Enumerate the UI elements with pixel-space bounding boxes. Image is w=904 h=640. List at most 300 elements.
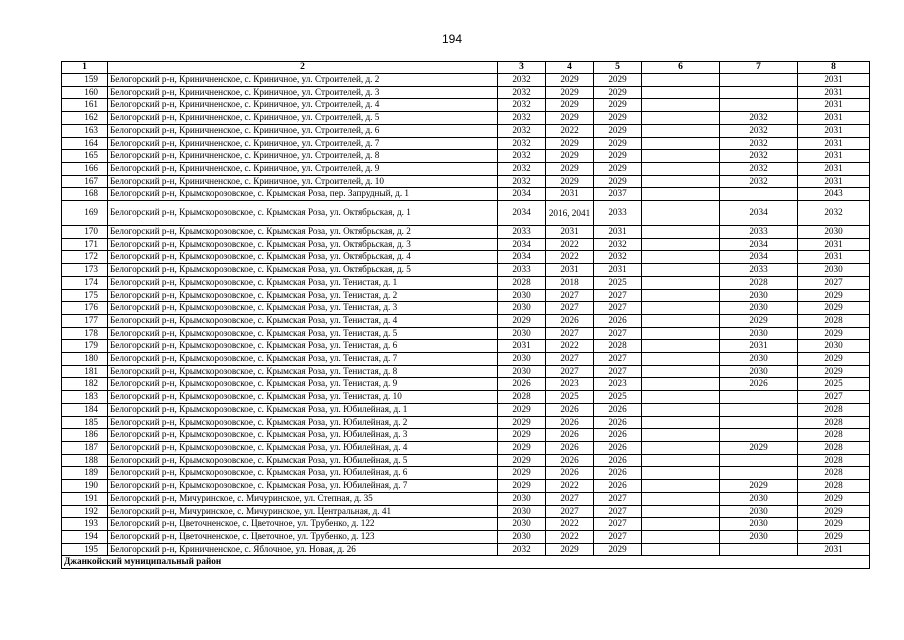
col-4-year-cell: 2026 <box>546 467 594 480</box>
col-7-year-cell: 2029 <box>720 441 798 454</box>
row-number-cell: 165 <box>62 150 108 163</box>
col-3-year-cell: 2030 <box>498 530 546 543</box>
col-5-year-cell: 2026 <box>594 314 642 327</box>
col-7-year-cell <box>720 429 798 442</box>
col-8-year-cell: 2031 <box>798 238 870 251</box>
col-8-year-cell: 2031 <box>798 543 870 556</box>
col-7-year-cell <box>720 74 798 87</box>
col-3-year-cell: 2031 <box>498 340 546 353</box>
row-number-cell: 168 <box>62 188 108 201</box>
col-8-year-cell: 2031 <box>798 99 870 112</box>
row-number-cell: 195 <box>62 543 108 556</box>
col-6-year-cell <box>642 251 720 264</box>
row-number-cell: 191 <box>62 492 108 505</box>
col-5-year-cell: 2027 <box>594 289 642 302</box>
col-3-year-cell: 2029 <box>498 314 546 327</box>
col-7-year-cell <box>720 454 798 467</box>
address-cell: Белогорский р-н, Крымскорозовское, с. Крымская Роза, ул. Юбилейная, д. 6 <box>108 467 498 480</box>
address-cell: Белогорский р-н, Крымскорозовское, с. Крымская Роза, ул. Октябрьская, д. 4 <box>108 251 498 264</box>
col-6-year-cell <box>642 201 720 226</box>
table-row <box>62 454 870 467</box>
col-5-year-cell: 2026 <box>594 454 642 467</box>
col-4-year-cell: 2022 <box>546 518 594 531</box>
address-cell: Белогорский р-н, Крымскорозовское, с. Крымская Роза, ул. Тенистая, д. 10 <box>108 391 498 404</box>
col-6-year-cell <box>642 429 720 442</box>
table-row <box>62 416 870 429</box>
col-3-year-cell: 2029 <box>498 454 546 467</box>
col-5-year-cell: 2029 <box>594 86 642 99</box>
col-6-year-cell <box>642 162 720 175</box>
col-3-year-cell: 2029 <box>498 441 546 454</box>
table-row <box>62 302 870 315</box>
col-6-year-cell <box>642 518 720 531</box>
page-number: 194 <box>441 32 463 46</box>
address-cell: Белогорский р-н, Цветочненское, с. Цветочное, ул. Трубенко, д. 123 <box>108 530 498 543</box>
col-7-year-cell: 2034 <box>720 251 798 264</box>
col-5-year-cell: 2027 <box>594 353 642 366</box>
col-3-year-cell: 2032 <box>498 175 546 188</box>
col-4-year-cell: 2022 <box>546 530 594 543</box>
address-cell: Белогорский р-н, Крымскорозовское, с. Крымская Роза, ул. Юбилейная, д. 1 <box>108 403 498 416</box>
column-header-4: 4 <box>546 62 594 74</box>
col-6-year-cell <box>642 238 720 251</box>
col-5-year-cell: 2029 <box>594 74 642 87</box>
col-8-year-cell: 2029 <box>798 353 870 366</box>
col-5-year-cell: 2028 <box>594 340 642 353</box>
col-8-year-cell: 2030 <box>798 340 870 353</box>
col-5-year-cell: 2027 <box>594 302 642 315</box>
col-5-year-cell: 2031 <box>594 264 642 277</box>
row-number-cell: 183 <box>62 391 108 404</box>
col-7-year-cell: 2034 <box>720 238 798 251</box>
col-4-year-cell: 2026 <box>546 416 594 429</box>
col-8-year-cell: 2028 <box>798 416 870 429</box>
col-6-year-cell <box>642 327 720 340</box>
col-5-year-cell: 2037 <box>594 188 642 201</box>
col-7-year-cell: 2032 <box>720 137 798 150</box>
col-3-year-cell: 2033 <box>498 264 546 277</box>
col-8-year-cell: 2029 <box>798 289 870 302</box>
table-row <box>62 530 870 543</box>
col-3-year-cell: 2029 <box>498 467 546 480</box>
col-8-year-cell: 2029 <box>798 327 870 340</box>
col-4-year-cell: 2031 <box>546 226 594 239</box>
col-8-year-cell: 2027 <box>798 276 870 289</box>
col-8-year-cell: 2031 <box>798 124 870 137</box>
col-7-year-cell: 2030 <box>720 327 798 340</box>
table-row <box>62 391 870 404</box>
col-6-year-cell <box>642 543 720 556</box>
col-4-year-cell: 2025 <box>546 391 594 404</box>
col-7-year-cell: 2033 <box>720 226 798 239</box>
col-5-year-cell: 2029 <box>594 112 642 125</box>
col-3-year-cell: 2030 <box>498 365 546 378</box>
table-row <box>62 467 870 480</box>
column-header-1: 1 <box>62 62 108 74</box>
row-number-cell: 163 <box>62 124 108 137</box>
address-cell: Белогорский р-н, Крымскорозовское, с. Крымская Роза, ул. Тенистая, д. 9 <box>108 378 498 391</box>
col-4-year-cell: 2029 <box>546 543 594 556</box>
col-8-year-cell: 2028 <box>798 441 870 454</box>
row-number-cell: 159 <box>62 74 108 87</box>
address-cell: Белогорский р-н, Крымскорозовское, с. Крымская Роза, ул. Октябрьская, д. 3 <box>108 238 498 251</box>
section-row <box>62 556 870 569</box>
col-4-year-cell: 2023 <box>546 378 594 391</box>
table-row <box>62 251 870 264</box>
col-6-year-cell <box>642 467 720 480</box>
col-4-year-cell: 2027 <box>546 505 594 518</box>
table-row <box>62 353 870 366</box>
address-cell: Белогорский р-н, Криничненское, с. Криничное, ул. Строителей, д. 10 <box>108 175 498 188</box>
col-3-year-cell: 2029 <box>498 416 546 429</box>
col-5-year-cell: 2026 <box>594 403 642 416</box>
col-4-year-cell: 2027 <box>546 492 594 505</box>
col-6-year-cell <box>642 454 720 467</box>
col-4-year-cell: 2027 <box>546 365 594 378</box>
table-row <box>62 201 870 226</box>
column-header-3: 3 <box>498 62 546 74</box>
table-row <box>62 518 870 531</box>
col-7-year-cell: 2029 <box>720 480 798 493</box>
col-8-year-cell: 2031 <box>798 74 870 87</box>
col-4-year-cell: 2027 <box>546 353 594 366</box>
col-5-year-cell: 2025 <box>594 391 642 404</box>
address-cell: Белогорский р-н, Крымскорозовское, с. Крымская Роза, ул. Тенистая, д. 1 <box>108 276 498 289</box>
row-number-cell: 180 <box>62 353 108 366</box>
col-7-year-cell: 2032 <box>720 112 798 125</box>
col-8-year-cell: 2028 <box>798 480 870 493</box>
col-6-year-cell <box>642 378 720 391</box>
col-6-year-cell <box>642 505 720 518</box>
table-row <box>62 314 870 327</box>
col-5-year-cell: 2026 <box>594 429 642 442</box>
table-row <box>62 492 870 505</box>
address-cell: Белогорский р-н, Крымскорозовское, с. Крымская Роза, пер. Запрудный, д. 1 <box>108 188 498 201</box>
col-3-year-cell: 2030 <box>498 353 546 366</box>
table-row <box>62 340 870 353</box>
col-4-year-cell: 2031 <box>546 264 594 277</box>
address-cell: Белогорский р-н, Криничненское, с. Криничное, ул. Строителей, д. 7 <box>108 137 498 150</box>
address-cell: Белогорский р-н, Криничненское, с. Криничное, ул. Строителей, д. 6 <box>108 124 498 137</box>
col-7-year-cell: 2030 <box>720 530 798 543</box>
col-4-year-cell: 2029 <box>546 175 594 188</box>
col-3-year-cell: 2028 <box>498 276 546 289</box>
col-6-year-cell <box>642 124 720 137</box>
row-number-cell: 187 <box>62 441 108 454</box>
col-8-year-cell: 2025 <box>798 378 870 391</box>
col-7-year-cell <box>720 86 798 99</box>
row-number-cell: 181 <box>62 365 108 378</box>
col-3-year-cell: 2034 <box>498 238 546 251</box>
col-4-year-cell: 2016, 2041 <box>546 201 594 226</box>
col-4-year-cell: 2029 <box>546 150 594 163</box>
col-8-year-cell: 2031 <box>798 137 870 150</box>
col-7-year-cell: 2029 <box>720 314 798 327</box>
col-3-year-cell: 2032 <box>498 99 546 112</box>
col-4-year-cell: 2026 <box>546 403 594 416</box>
col-3-year-cell: 2029 <box>498 403 546 416</box>
col-8-year-cell: 2032 <box>798 201 870 226</box>
table-row <box>62 74 870 87</box>
address-cell: Белогорский р-н, Криничненское, с. Яблочное, ул. Новая, д. 26 <box>108 543 498 556</box>
col-8-year-cell: 2028 <box>798 454 870 467</box>
column-header-5: 5 <box>594 62 642 74</box>
row-number-cell: 175 <box>62 289 108 302</box>
column-header-2: 2 <box>108 62 498 74</box>
col-7-year-cell: 2032 <box>720 150 798 163</box>
col-3-year-cell: 2029 <box>498 480 546 493</box>
row-number-cell: 166 <box>62 162 108 175</box>
col-3-year-cell: 2028 <box>498 391 546 404</box>
address-cell: Белогорский р-н, Мичуринское, с. Мичуринское, ул. Степная, д. 35 <box>108 492 498 505</box>
col-3-year-cell: 2034 <box>498 201 546 226</box>
col-4-year-cell: 2031 <box>546 188 594 201</box>
col-3-year-cell: 2034 <box>498 188 546 201</box>
col-5-year-cell: 2032 <box>594 238 642 251</box>
col-3-year-cell: 2033 <box>498 226 546 239</box>
col-8-year-cell: 2031 <box>798 150 870 163</box>
col-3-year-cell: 2029 <box>498 429 546 442</box>
table-body <box>62 74 870 569</box>
table-row <box>62 365 870 378</box>
row-number-cell: 160 <box>62 86 108 99</box>
col-7-year-cell: 2030 <box>720 365 798 378</box>
col-7-year-cell: 2030 <box>720 353 798 366</box>
col-8-year-cell: 2028 <box>798 403 870 416</box>
col-3-year-cell: 2032 <box>498 543 546 556</box>
col-8-year-cell: 2029 <box>798 365 870 378</box>
address-cell: Белогорский р-н, Крымскорозовское, с. Крымская Роза, ул. Юбилейная, д. 7 <box>108 480 498 493</box>
col-7-year-cell: 2030 <box>720 505 798 518</box>
row-number-cell: 186 <box>62 429 108 442</box>
col-5-year-cell: 2029 <box>594 99 642 112</box>
table-row <box>62 150 870 163</box>
col-6-year-cell <box>642 74 720 87</box>
col-3-year-cell: 2030 <box>498 492 546 505</box>
col-6-year-cell <box>642 441 720 454</box>
row-number-cell: 193 <box>62 518 108 531</box>
col-5-year-cell: 2027 <box>594 492 642 505</box>
col-4-year-cell: 2029 <box>546 86 594 99</box>
col-6-year-cell <box>642 289 720 302</box>
col-4-year-cell: 2027 <box>546 327 594 340</box>
col-5-year-cell: 2025 <box>594 276 642 289</box>
col-6-year-cell <box>642 112 720 125</box>
address-cell: Белогорский р-н, Цветочненское, с. Цветочное, ул. Трубенко, д. 122 <box>108 518 498 531</box>
col-8-year-cell: 2029 <box>798 302 870 315</box>
row-number-cell: 162 <box>62 112 108 125</box>
col-8-year-cell: 2029 <box>798 492 870 505</box>
col-3-year-cell: 2032 <box>498 112 546 125</box>
col-5-year-cell: 2027 <box>594 530 642 543</box>
col-7-year-cell <box>720 391 798 404</box>
col-6-year-cell <box>642 416 720 429</box>
table-row <box>62 327 870 340</box>
address-cell: Белогорский р-н, Криничненское, с. Криничное, ул. Строителей, д. 4 <box>108 99 498 112</box>
col-7-year-cell <box>720 188 798 201</box>
col-8-year-cell: 2031 <box>798 86 870 99</box>
col-5-year-cell: 2026 <box>594 416 642 429</box>
col-6-year-cell <box>642 353 720 366</box>
address-cell: Белогорский р-н, Криничненское, с. Криничное, ул. Строителей, д. 5 <box>108 112 498 125</box>
col-7-year-cell: 2032 <box>720 162 798 175</box>
col-6-year-cell <box>642 226 720 239</box>
col-6-year-cell <box>642 340 720 353</box>
col-7-year-cell: 2030 <box>720 492 798 505</box>
address-cell: Белогорский р-н, Крымскорозовское, с. Крымская Роза, ул. Юбилейная, д. 4 <box>108 441 498 454</box>
col-8-year-cell: 2027 <box>798 391 870 404</box>
table-row <box>62 403 870 416</box>
col-6-year-cell <box>642 276 720 289</box>
col-6-year-cell <box>642 188 720 201</box>
col-5-year-cell: 2033 <box>594 201 642 226</box>
col-8-year-cell: 2031 <box>798 251 870 264</box>
col-6-year-cell <box>642 99 720 112</box>
col-8-year-cell: 2043 <box>798 188 870 201</box>
row-number-cell: 177 <box>62 314 108 327</box>
col-5-year-cell: 2029 <box>594 175 642 188</box>
col-6-year-cell <box>642 175 720 188</box>
section-title: Джанкойский муниципальный район <box>62 556 870 569</box>
col-5-year-cell: 2023 <box>594 378 642 391</box>
col-6-year-cell <box>642 314 720 327</box>
row-number-cell: 188 <box>62 454 108 467</box>
table-row <box>62 99 870 112</box>
col-7-year-cell <box>720 416 798 429</box>
col-7-year-cell: 2026 <box>720 378 798 391</box>
address-cell: Белогорский р-н, Крымскорозовское, с. Крымская Роза, ул. Октябрьская, д. 1 <box>108 201 498 226</box>
row-number-cell: 182 <box>62 378 108 391</box>
col-4-year-cell: 2027 <box>546 289 594 302</box>
table-row <box>62 162 870 175</box>
col-5-year-cell: 2026 <box>594 480 642 493</box>
col-4-year-cell: 2022 <box>546 238 594 251</box>
table-row <box>62 238 870 251</box>
col-6-year-cell <box>642 530 720 543</box>
col-5-year-cell: 2029 <box>594 150 642 163</box>
col-8-year-cell: 2029 <box>798 530 870 543</box>
col-4-year-cell: 2029 <box>546 137 594 150</box>
col-6-year-cell <box>642 391 720 404</box>
col-3-year-cell: 2032 <box>498 124 546 137</box>
data-table <box>61 61 870 569</box>
row-number-cell: 189 <box>62 467 108 480</box>
table-row <box>62 505 870 518</box>
col-6-year-cell <box>642 86 720 99</box>
table-row <box>62 226 870 239</box>
table-row <box>62 124 870 137</box>
col-4-year-cell: 2029 <box>546 162 594 175</box>
address-cell: Белогорский р-н, Крымскорозовское, с. Крымская Роза, ул. Октябрьская, д. 2 <box>108 226 498 239</box>
col-3-year-cell: 2030 <box>498 505 546 518</box>
column-header-8: 8 <box>798 62 870 74</box>
col-4-year-cell: 2029 <box>546 99 594 112</box>
col-5-year-cell: 2032 <box>594 251 642 264</box>
col-8-year-cell: 2029 <box>798 505 870 518</box>
address-cell: Белогорский р-н, Крымскорозовское, с. Крымская Роза, ул. Тенистая, д. 8 <box>108 365 498 378</box>
col-8-year-cell: 2030 <box>798 226 870 239</box>
col-5-year-cell: 2027 <box>594 327 642 340</box>
col-8-year-cell: 2030 <box>798 264 870 277</box>
table-row <box>62 378 870 391</box>
col-8-year-cell: 2028 <box>798 314 870 327</box>
col-5-year-cell: 2031 <box>594 226 642 239</box>
col-3-year-cell: 2030 <box>498 327 546 340</box>
row-number-cell: 192 <box>62 505 108 518</box>
col-5-year-cell: 2027 <box>594 518 642 531</box>
col-7-year-cell <box>720 467 798 480</box>
col-3-year-cell: 2030 <box>498 302 546 315</box>
col-3-year-cell: 2030 <box>498 289 546 302</box>
col-6-year-cell <box>642 150 720 163</box>
address-cell: Белогорский р-н, Крымскорозовское, с. Крымская Роза, ул. Юбилейная, д. 5 <box>108 454 498 467</box>
col-5-year-cell: 2029 <box>594 137 642 150</box>
row-number-cell: 172 <box>62 251 108 264</box>
address-cell: Белогорский р-н, Крымскорозовское, с. Крымская Роза, ул. Тенистая, д. 6 <box>108 340 498 353</box>
col-5-year-cell: 2026 <box>594 441 642 454</box>
address-cell: Белогорский р-н, Крымскорозовское, с. Крымская Роза, ул. Октябрьская, д. 5 <box>108 264 498 277</box>
address-cell: Белогорский р-н, Криничненское, с. Криничное, ул. Строителей, д. 2 <box>108 74 498 87</box>
row-number-cell: 169 <box>62 201 108 226</box>
col-4-year-cell: 2022 <box>546 124 594 137</box>
table-row <box>62 86 870 99</box>
col-8-year-cell: 2031 <box>798 112 870 125</box>
row-number-cell: 178 <box>62 327 108 340</box>
table-row <box>62 441 870 454</box>
col-7-year-cell: 2030 <box>720 302 798 315</box>
row-number-cell: 194 <box>62 530 108 543</box>
col-3-year-cell: 2032 <box>498 162 546 175</box>
col-3-year-cell: 2026 <box>498 378 546 391</box>
table-row <box>62 429 870 442</box>
col-5-year-cell: 2026 <box>594 467 642 480</box>
table-row <box>62 175 870 188</box>
col-3-year-cell: 2032 <box>498 137 546 150</box>
col-6-year-cell <box>642 492 720 505</box>
col-4-year-cell: 2018 <box>546 276 594 289</box>
table-row <box>62 289 870 302</box>
address-cell: Белогорский р-н, Крымскорозовское, с. Крымская Роза, ул. Юбилейная, д. 2 <box>108 416 498 429</box>
col-5-year-cell: 2027 <box>594 505 642 518</box>
row-number-cell: 167 <box>62 175 108 188</box>
col-7-year-cell: 2031 <box>720 340 798 353</box>
row-number-cell: 170 <box>62 226 108 239</box>
col-6-year-cell <box>642 264 720 277</box>
col-4-year-cell: 2029 <box>546 74 594 87</box>
address-cell: Белогорский р-н, Крымскорозовское, с. Крымская Роза, ул. Тенистая, д. 3 <box>108 302 498 315</box>
table-header-row <box>62 62 870 74</box>
table-row <box>62 137 870 150</box>
address-cell: Белогорский р-н, Крымскорозовское, с. Крымская Роза, ул. Тенистая, д. 2 <box>108 289 498 302</box>
row-number-cell: 190 <box>62 480 108 493</box>
col-6-year-cell <box>642 137 720 150</box>
row-number-cell: 164 <box>62 137 108 150</box>
col-4-year-cell: 2022 <box>546 340 594 353</box>
col-3-year-cell: 2032 <box>498 74 546 87</box>
col-7-year-cell <box>720 99 798 112</box>
col-8-year-cell: 2031 <box>798 175 870 188</box>
row-number-cell: 179 <box>62 340 108 353</box>
address-cell: Белогорский р-н, Крымскорозовское, с. Крымская Роза, ул. Тенистая, д. 5 <box>108 327 498 340</box>
row-number-cell: 173 <box>62 264 108 277</box>
col-4-year-cell: 2026 <box>546 429 594 442</box>
table-row <box>62 112 870 125</box>
col-5-year-cell: 2029 <box>594 124 642 137</box>
col-8-year-cell: 2029 <box>798 518 870 531</box>
col-7-year-cell: 2034 <box>720 201 798 226</box>
col-4-year-cell: 2022 <box>546 251 594 264</box>
col-7-year-cell: 2033 <box>720 264 798 277</box>
